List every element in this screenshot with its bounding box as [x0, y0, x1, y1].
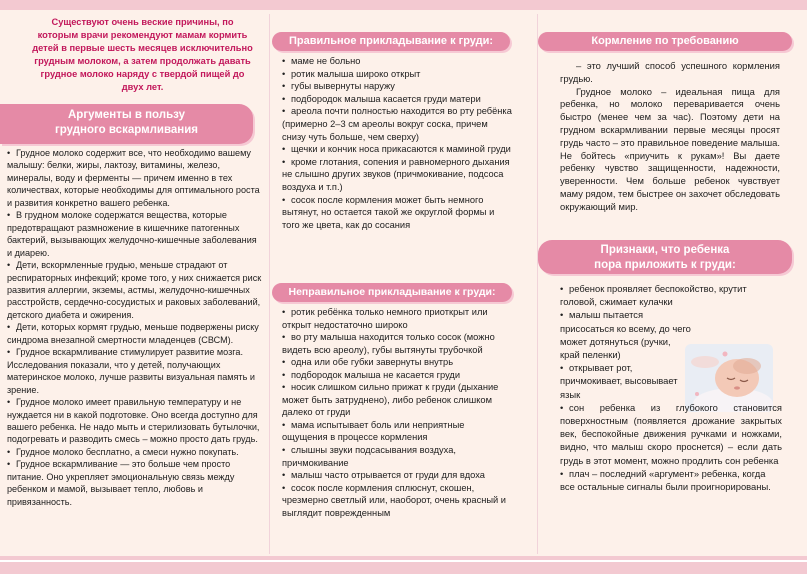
incorrect-latch-header: Неправильное прикладывание к груди: — [272, 283, 512, 302]
list-item: • щечки и кончик носа прикасаются к маминой груди — [282, 143, 512, 156]
list-item: • ребенок проявляет беспокойство, крутит головой, сжимает кулачки — [560, 282, 782, 308]
hunger-signs-title-line1: Признаки, что ребенка — [600, 244, 730, 256]
list-item: • мама испытывает боль или неприятные ощущения в процессе кормления — [282, 419, 512, 444]
list-item: • Грудное молоко бесплатно, а смеси нужно покупать. — [7, 446, 262, 458]
list-item: • Грудное вскармливание стимулирует развитие мозга. Исследования показали, что у детей, получающих материнское молоко, лучше развиты визуальная память и зрение. — [7, 346, 262, 396]
on-demand-lead: – это лучший способ успешного кормления грудью. — [560, 60, 780, 84]
list-item: • открывает рот, причмокивает, высовывает язык — [560, 361, 682, 401]
arguments-list — [7, 147, 262, 508]
list-item: • ротик малыша широко открыт — [282, 68, 512, 81]
column-divider — [537, 14, 538, 554]
list-item: • Дети, вскормленные грудью, меньше страдают от респираторных инфекций; кроме того, у них снижается риск развития аллергии, экземы, астмы, желудочно-кишечных расстройств, сердечно-сосудистых и раковых заболеваний, детского диабета и ожирения. — [7, 259, 262, 321]
list-item: • ареола почти полностью находится во рту ребёнка (примерно 2–3 см ареолы вокруг соска, причем снизу чуть больше, чем сверху) — [282, 105, 512, 143]
list-item: • Грудное молоко содержит все, что необходимо вашему малышу: белки, жиры, лактозу, витамины, железо, минералы, воду и ферменты — причем именно в тех количествах, которые необходимы для оптимального роста и развития конкретно вашего ребенка. — [7, 147, 262, 209]
list-item: • плач – последний «аргумент» ребенка, когда все остальные сигналы были проигнорированы. — [560, 467, 782, 493]
list-item: • кроме глотания, сопения и равномерного дыхания не слышно других звуков (причмокивание, подсоса воздуха и т.п.) — [282, 156, 512, 194]
on-demand-text — [560, 60, 780, 214]
list-item: • подбородок малыша касается груди матери — [282, 93, 512, 106]
correct-latch-header: Правильное прикладывание к груди: — [272, 32, 510, 51]
list-item: • сосок после кормления может быть немного вытянут, но остается такой же округлой формы и того же цвета, как до сосания — [282, 194, 512, 232]
intro-text: Существуют очень веские причины, по которым врачи рекомендуют мамам кормить детей в первые шесть месяцев исключительно грудным молоком, а затем продолжать давать грудное молоко наряду с твердой пищей до двух лет. — [32, 17, 253, 92]
list-item: • малыш пытается присосаться ко всему, до чего может дотянуться (ручки, край пеленки) — [560, 308, 692, 361]
list-item: • В грудном молоке содержатся вещества, которые предотвращают размножение в кишечнике патогенных бактерий, вызывающих желудочно-кишечные заболевания и диарею. — [7, 209, 262, 259]
list-item: • подбородок малыша не касается груди — [282, 369, 512, 382]
on-demand-header: Кормление по требованию — [538, 32, 792, 51]
hunger-signs-list — [560, 282, 782, 493]
top-decor-band — [0, 0, 807, 10]
arguments-header — [0, 104, 253, 144]
list-item: • Грудное молоко имеет правильную температуру и не нуждается ни в какой подготовке. Оно всегда доступно для вашего ребенка. Не надо мыть и стерилизовать бутылочки, подогревать и разводить смесь – можно просто дать грудь. — [7, 396, 262, 446]
list-item: • одна или обе губки завернуты внутрь — [282, 356, 512, 369]
bottom-decor-band — [0, 556, 807, 574]
correct-latch-list — [282, 55, 512, 231]
arguments-title-line1: Аргументы в пользу — [67, 109, 185, 121]
incorrect-latch-list — [282, 306, 512, 519]
column-divider — [269, 14, 270, 554]
list-item: • Грудное вскармливание — это больше чем просто питание. Оно укрепляет эмоциональную связь между ребенком и мамой, вызывает тепло, любовь и привязанность. — [7, 458, 262, 508]
list-item: • ротик ребёнка только немного приоткрыт или открыт недостаточно широко — [282, 306, 512, 331]
hunger-signs-header — [538, 240, 792, 274]
on-demand-body: Грудное молоко – идеальная пища для ребенка, но молоко переваривается очень быстро (менее чем за час). Поэтому дети на грудном вскармливании первые месяцы просят грудь часто – это правильное поведение малыша. Не бойтесь «приучить к рукам»! Вы даете ребенку чувство защищенности, надежности, уверенности. Чем больше ребенок чувствует маму рядом, тем быстрее он захочет обследовать окружающий мир. — [560, 85, 780, 212]
list-item: • маме не больно — [282, 55, 512, 68]
arguments-title-line2: грудного вскармливания — [54, 124, 199, 136]
list-item: • губы вывернуты наружу — [282, 80, 512, 93]
list-item: • слышны звуки подсасывания воздуха, причмокивание — [282, 444, 512, 469]
list-item: • носик слишком сильно прижат к груди (дыхание может быть затруднено), либо ребенок слишком далеко от груди — [282, 381, 512, 419]
list-item: • во рту малыша находится только сосок (можно видеть всю ареолу), губы вытянуты трубочкой — [282, 331, 512, 356]
list-item: • сосок после кормления сплюснут, скошен, чрезмерно светлый или, наоборот, очень красный и выглядит поврежденным — [282, 482, 512, 520]
list-item: • сон ребенка из глубокого становится поверхностным (появляется дрожание закрытых век, беспокойные движения ручками и ножками, видно, что малыш скоро проснется) – если дать грудь в этот момент, можно продлить сон ребенка — [560, 401, 782, 467]
list-item: • малыш часто отрывается от груди для вдоха — [282, 469, 512, 482]
list-item: • Дети, которых кормят грудью, меньше подвержены риску синдрома внезапной смертности младенцев (СВСМ). — [7, 321, 262, 346]
hunger-signs-title-line2: пора приложить к груди: — [594, 259, 736, 271]
